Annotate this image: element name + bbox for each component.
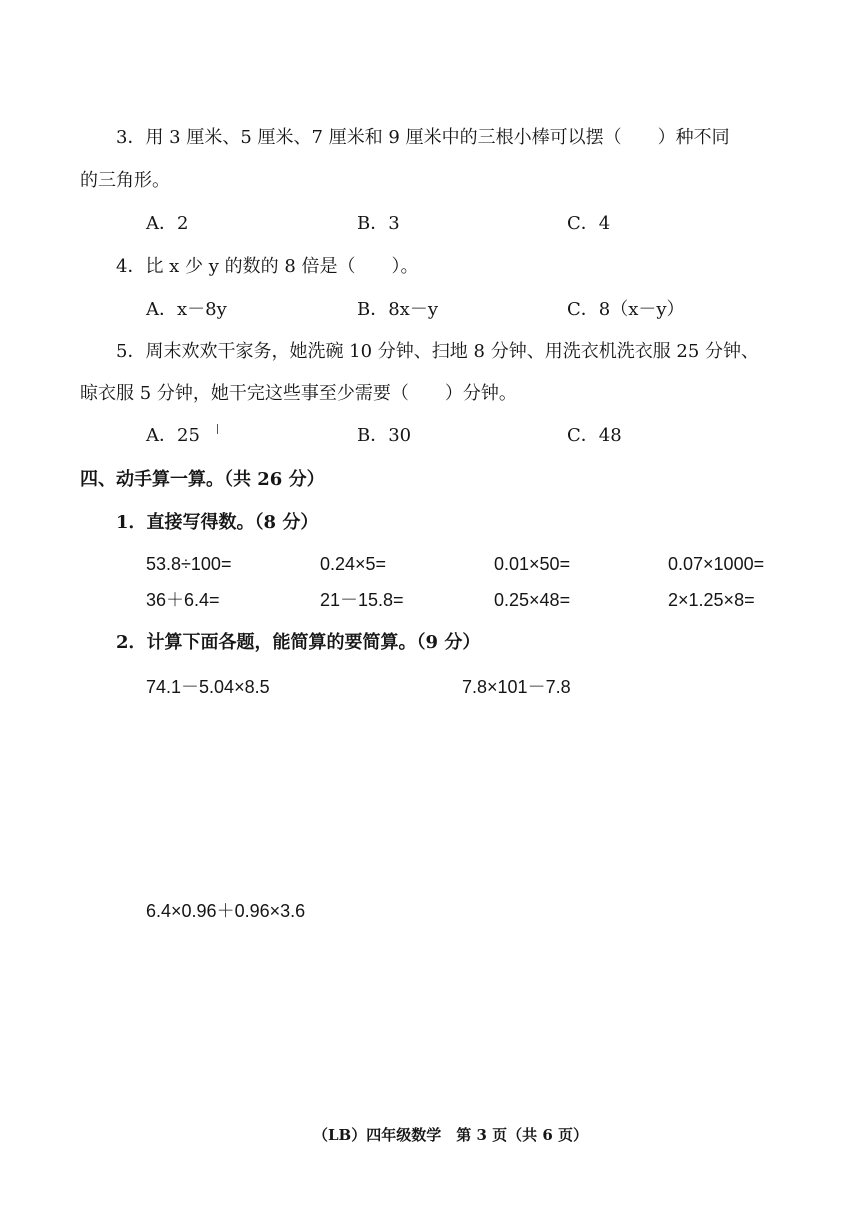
question-4-option-a: A．x－8y: [146, 299, 227, 320]
question-3-option-a: A．2: [146, 213, 189, 234]
question-3-text-line1: 3．用 3 厘米、5 厘米、7 厘米和 9 厘米中的三根小棒可以摆（ ）种不同: [116, 127, 730, 148]
question-4-text: 4．比 x 少 y 的数的 8 倍是（ ）。: [116, 256, 419, 277]
question-3-option-c: C．4: [567, 213, 611, 234]
section-4-title: 四、动手算一算。（共 26 分）: [80, 469, 325, 490]
calc-item: 0.01×50=: [494, 554, 571, 574]
calc-item: 36＋6.4=: [146, 590, 220, 610]
question-5-text-line2: 晾衣服 5 分钟，她干完这些事至少需要（ ）分钟。: [80, 383, 517, 404]
calc-item: 0.24×5=: [320, 554, 387, 574]
question-4-option-c: C．8（x－y）: [567, 299, 685, 320]
simplify-item: 6.4×0.96＋0.96×3.6: [146, 901, 306, 921]
simplify-item: 74.1－5.04×8.5: [146, 677, 270, 697]
question-3-option-b: B．3: [357, 213, 400, 234]
question-5-option-c: C．48: [567, 425, 622, 446]
calc-item: 2×1.25×8=: [668, 590, 755, 610]
question-5-text-line1: 5．周末欢欢干家务，她洗碗 10 分钟、扫地 8 分钟、用洗衣机洗衣服 25 分钟、: [116, 341, 760, 362]
page-footer: （LB）四年级数学 第 3 页（共 6 页）: [313, 1126, 588, 1144]
calc-item: 21－15.8=: [320, 590, 404, 610]
simplify-item: 7.8×101－7.8: [462, 677, 571, 697]
calc-item: 0.07×1000=: [668, 554, 765, 574]
part-2-title: 2．计算下面各题，能简算的要简算。（9 分）: [116, 632, 481, 653]
calc-item: 0.25×48=: [494, 590, 571, 610]
calc-item: 53.8÷100=: [146, 554, 232, 574]
question-3-text-line2: 的三角形。: [80, 170, 170, 191]
question-4-option-b: B．8x－y: [357, 299, 438, 320]
part-1-title: 1．直接写得数。（8 分）: [116, 512, 319, 533]
question-5-option-b: B．30: [357, 425, 412, 446]
question-5-option-a: A．25: [146, 425, 200, 446]
stray-mark: [217, 424, 218, 434]
